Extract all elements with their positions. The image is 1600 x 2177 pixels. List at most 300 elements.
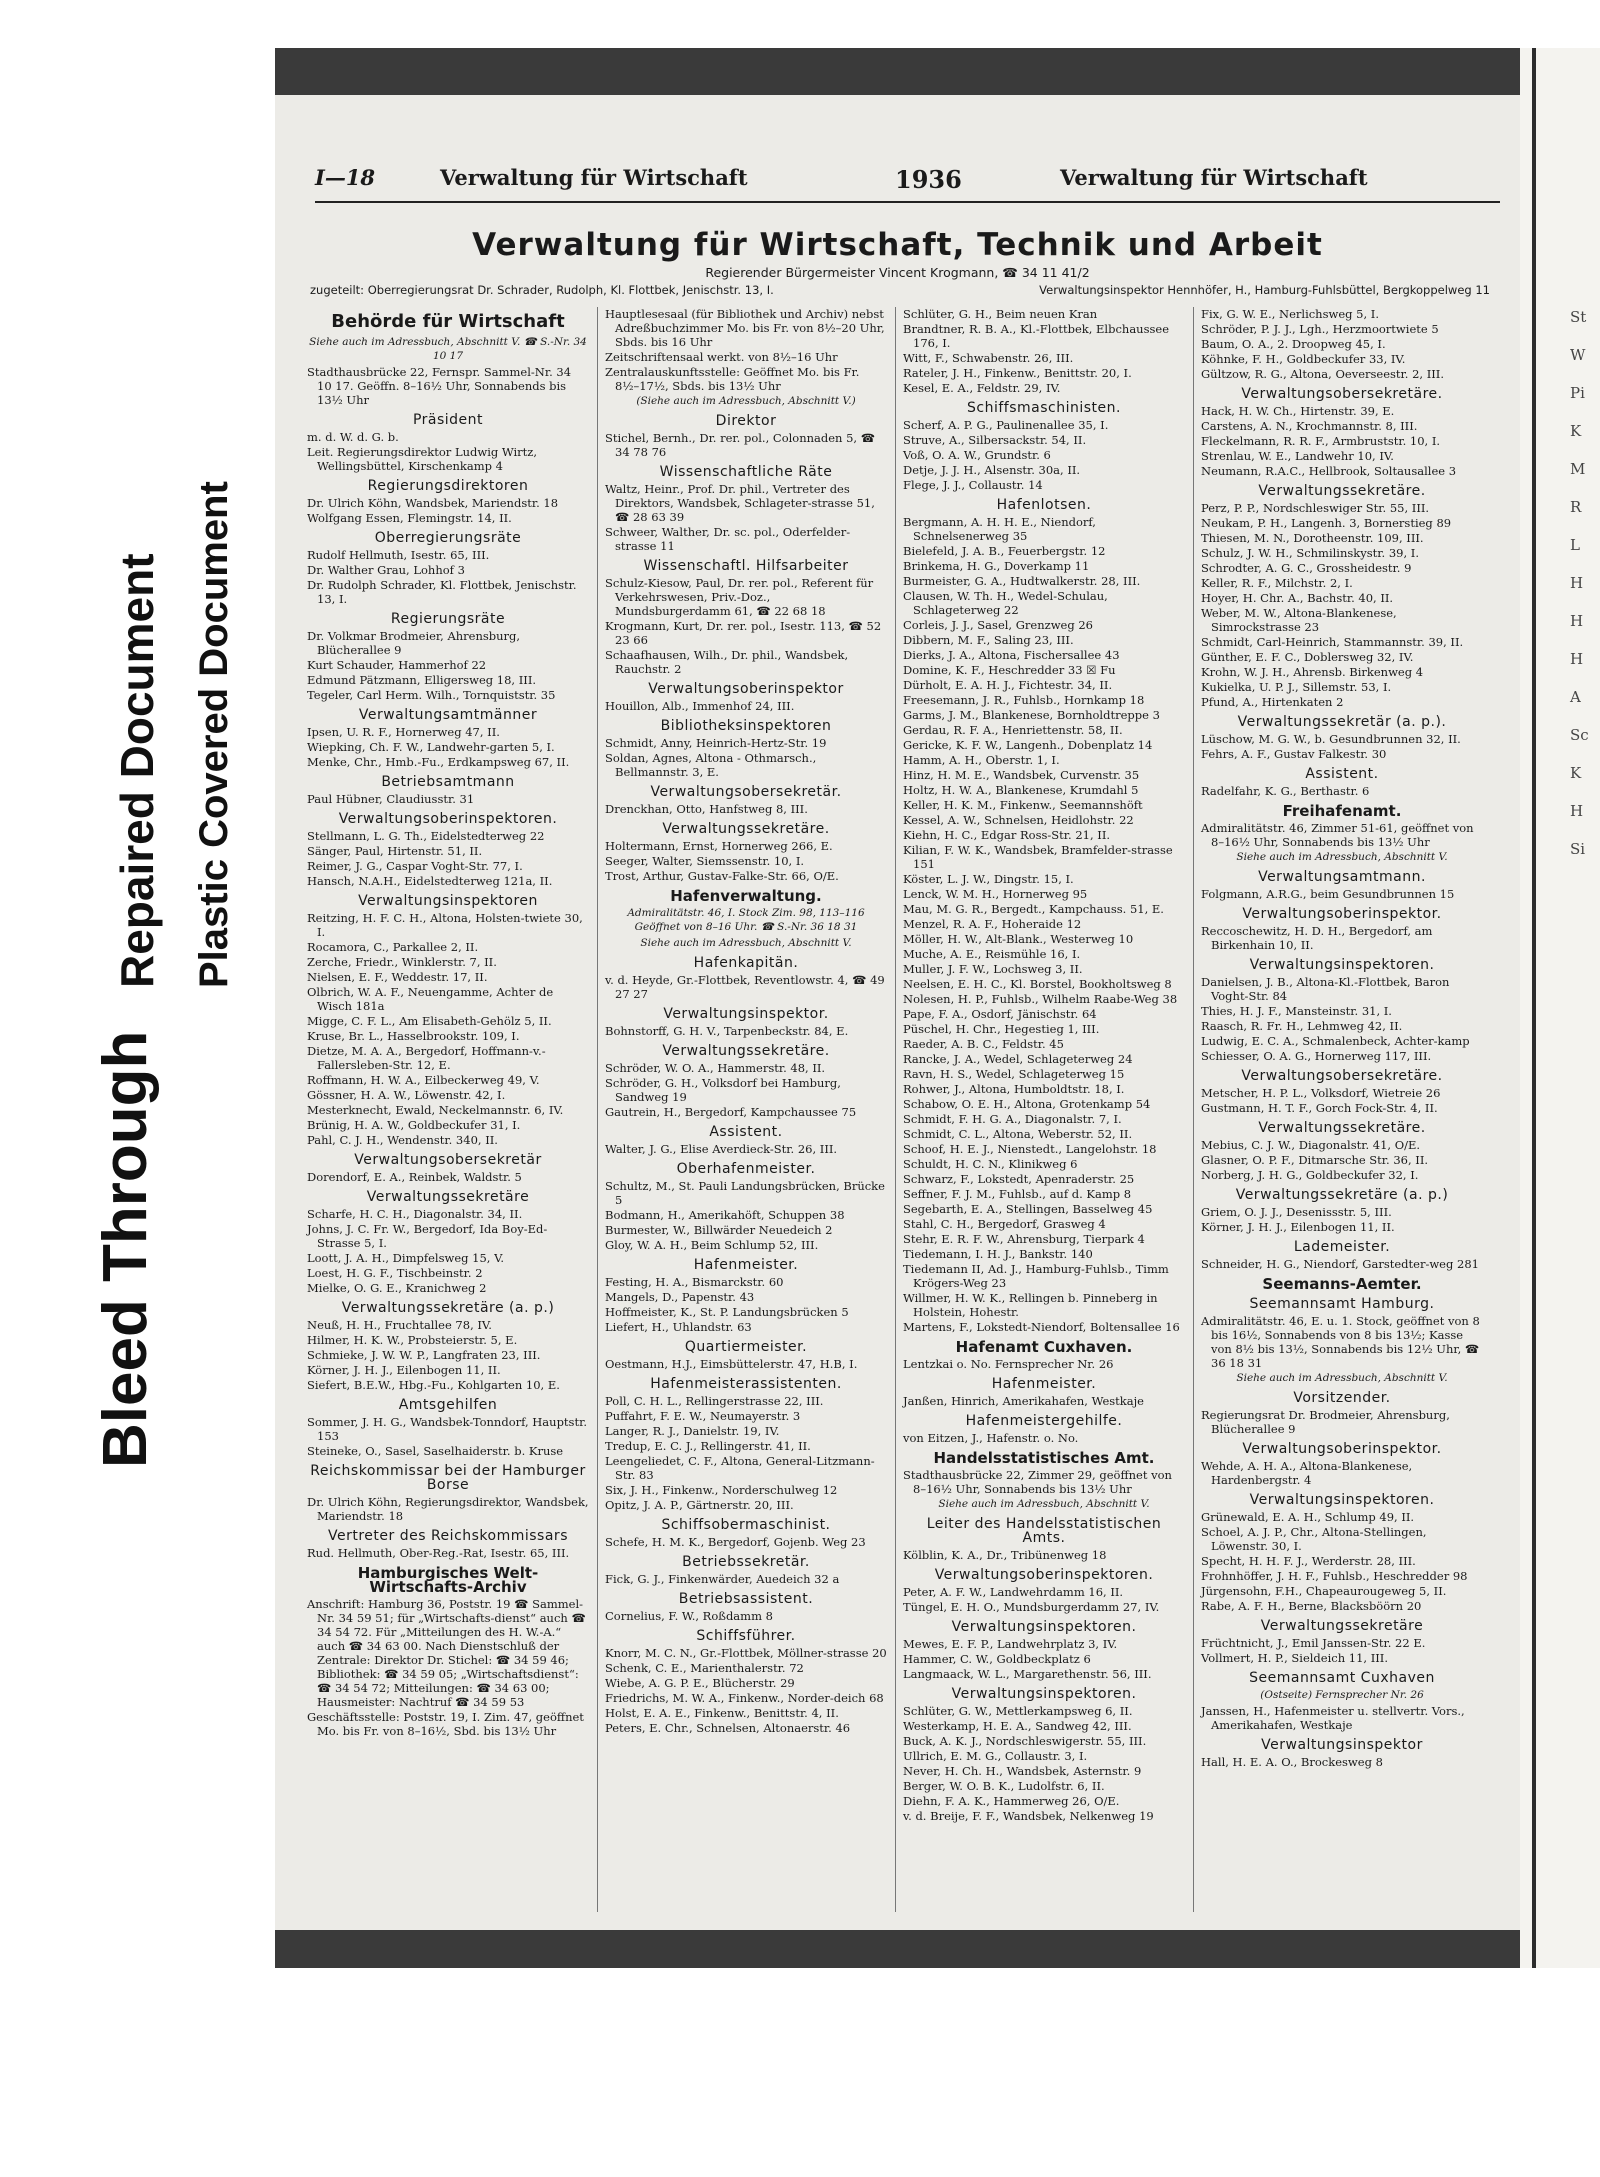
directory-entry: Bohnstorff, G. H. V., Tarpenbeckstr. 84, E. <box>605 1024 849 1038</box>
section-heading: Vorsitzender. <box>1293 1390 1391 1406</box>
directory-entry: Griem, O. J. J., Desenissstr. 5, III. <box>1201 1205 1392 1219</box>
directory-entry: Stichel, Bernh., Dr. rer. pol., Colonnaden 5, ☎ 34 78 76 <box>605 431 876 459</box>
directory-entry: Garms, J. M., Blankenese, Bornholdtreppe 3 <box>903 708 1160 722</box>
directory-entry: Vollmert, H. P., Sieldeich 11, III. <box>1201 1651 1388 1665</box>
directory-entry: Rateler, J. H., Finkenw., Benittstr. 20, I. <box>903 366 1132 380</box>
directory-entry: Leit. Regierungsdirektor Ludwig Wirtz, Wellingsbüttel, Kirschenkamp 4 <box>307 445 538 473</box>
directory-entry: Hoyer, H. Chr. A., Bachstr. 40, II. <box>1201 591 1394 605</box>
directory-entry: Zentralauskunftsstelle: Geöffnet Mo. bis Fr. 8½–17½, Sbds. bis 13½ Uhr <box>605 365 860 393</box>
stamp-plastic-covered: Plastic Covered Document <box>192 481 236 988</box>
office-heading: Hafenamt Cuxhaven. <box>955 1338 1133 1356</box>
section-heading: Verwaltungsinspektoren. <box>1249 1492 1435 1508</box>
section-heading: Schiffsobermaschinist. <box>661 1517 831 1533</box>
directory-entry: Rudolf Hellmuth, Isestr. 65, III. <box>307 548 490 562</box>
section-heading: Direktor <box>715 413 777 429</box>
directory-entry: Burmester, W., Billwärder Neuedeich 2 <box>605 1223 833 1237</box>
directory-entry: Hack, H. W. Ch., Hirtenstr. 39, E. <box>1201 404 1395 418</box>
section-heading: Verwaltungssekretäre <box>1260 1618 1424 1634</box>
neighbor-letter: H <box>1570 650 1584 668</box>
directory-entry: Grünewald, E. A. H., Schlump 49, II. <box>1201 1510 1415 1524</box>
directory-entry: Dr. Rudolph Schrader, Kl. Flottbek, Jenischstr. 13, I. <box>307 578 577 606</box>
directory-entry: Muller, J. F. W., Lochsweg 3, II. <box>903 962 1083 976</box>
directory-entry: Tüngel, E. H. O., Mundsburgerdamm 27, IV. <box>903 1600 1160 1614</box>
document-page <box>275 95 1520 1930</box>
directory-entry: Baum, O. A., 2. Droopweg 45, I. <box>1201 337 1386 351</box>
directory-entry: Stadthausbrücke 22, Fernspr. Sammel-Nr. 34 10 17. Geöffn. 8–16½ Uhr, Sonnabends bis 13½ Uhr <box>307 365 572 407</box>
directory-entry: Menzel, R. A. F., Hoheraide 12 <box>903 917 1082 931</box>
directory-entry: Mebius, C. J. W., Diagonalstr. 41, O/E. <box>1201 1138 1421 1152</box>
directory-entry: v. d. Heyde, Gr.-Flottbek, Reventlowstr. 4, ☎ 49 27 27 <box>605 973 885 1001</box>
office-heading: Handelsstatistisches Amt. <box>933 1449 1155 1467</box>
directory-entry: Bergmann, A. H. H. E., Niendorf, Schnelsenerweg 35 <box>903 515 1096 543</box>
directory-entry: Mesterknecht, Ewald, Neckelmannstr. 6, IV. <box>307 1103 564 1117</box>
directory-entry: Schultz, M., St. Pauli Landungsbrücken, Brücke 5 <box>605 1179 885 1207</box>
directory-entry: Kessel, A. W., Schnelsen, Heidlohstr. 22 <box>903 813 1134 827</box>
directory-entry: Siefert, B.E.W., Hbg.-Fu., Kohlgarten 10, E. <box>307 1378 560 1392</box>
column-4 <box>1201 307 1483 1770</box>
section-heading: Reichskommissar bei der Hamburger Borse <box>310 1463 586 1493</box>
directory-entry: Günther, E. F. C., Doblersweg 32, IV. <box>1201 650 1414 664</box>
section-heading: Hafenmeisterassistenten. <box>650 1376 842 1392</box>
directory-entry: Mielke, O. G. E., Kranichweg 2 <box>307 1281 487 1295</box>
section-heading: Regierungsräte <box>390 611 506 627</box>
office-note: Admiralitätstr. 46, I. Stock Zim. 98, 113–116 Geöffnet von 8–16 Uhr. ☎ S.-Nr. 36 18 31 <box>627 907 865 933</box>
directory-entry: Struve, A., Silbersackstr. 54, II. <box>903 433 1087 447</box>
directory-entry: Flege, J. J., Collaustr. 14 <box>903 478 1043 492</box>
directory-entry: Schweer, Walther, Dr. sc. pol., Oderfelder-strasse 11 <box>605 525 851 553</box>
directory-entry: Schlüter, G. H., Beim neuen Kran <box>903 307 1098 321</box>
directory-entry: Seeger, Walter, Siemssenstr. 10, I. <box>605 854 805 868</box>
directory-entry: Burmeister, G. A., Hudtwalkerstr. 28, III. <box>903 574 1141 588</box>
directory-entry: Schröder, P. J. J., Lgh., Herzmoortwiete 5 <box>1201 322 1439 336</box>
directory-entry: Geschäftsstelle: Poststr. 19, I. Zim. 47, geöffnet Mo. bis Fr. von 8–16½, Sbd. bis 13½ Uhr <box>307 1710 584 1738</box>
section-heading: Schiffsmaschinisten. <box>967 400 1121 416</box>
running-head-left: Verwaltung für Wirtschaft <box>440 165 748 190</box>
directory-entry: Tredup, E. C. J., Rellingerstr. 41, II. <box>605 1439 811 1453</box>
directory-entry: Rocamora, C., Parkallee 2, II. <box>307 940 479 954</box>
directory-entry: Köster, L. J. W., Dingstr. 15, I. <box>903 872 1074 886</box>
directory-entry: Menke, Chr., Hmb.-Fu., Erdkampsweg 67, II. <box>307 755 570 769</box>
page-title: Verwaltung für Wirtschaft, Technik und Arbeit <box>472 227 1323 263</box>
directory-entry: Peter, A. F. W., Landwehrdamm 16, II. <box>903 1585 1124 1599</box>
neighbor-letter: H <box>1570 612 1584 630</box>
directory-entry: Gerdau, R. F. A., Henriettenstr. 58, II. <box>903 723 1123 737</box>
directory-entry: Kruse, Br. L., Hasselbrookstr. 109, I. <box>307 1029 520 1043</box>
directory-entry: Kilian, F. W. K., Wandsbek, Bramfelder-strasse 151 <box>903 843 1173 871</box>
section-heading: Assistent. <box>1305 766 1379 782</box>
directory-entry: Frohnhöffer, J. H. F., Fuhlsb., Heschredder 98 <box>1201 1569 1468 1583</box>
section-heading: Schiffsführer. <box>696 1628 796 1644</box>
section-heading: Verwaltungsinspektoren. <box>951 1619 1137 1635</box>
directory-entry: Wiebe, A. G. P. E., Blücherstr. 29 <box>605 1676 795 1690</box>
directory-entry: Tiedemann II, Ad. J., Hamburg-Fuhlsb., Timm Krögers-Weg 23 <box>903 1262 1169 1290</box>
directory-entry: Kurt Schauder, Hammerhof 22 <box>307 658 487 672</box>
section-heading: Seemannsamt Hamburg. <box>1249 1296 1435 1312</box>
directory-entry: Schmidt, C. L., Altona, Weberstr. 52, II. <box>903 1127 1133 1141</box>
running-head <box>315 165 1500 197</box>
section-heading: Amtsgehilfen <box>398 1397 498 1413</box>
directory-entry: Six, J. H., Finkenw., Norderschulweg 12 <box>605 1483 838 1497</box>
directory-entry: Krohn, W. J. H., Ahrensb. Birkenweg 4 <box>1201 665 1424 679</box>
directory-entry: Westerkamp, H. E. A., Sandweg 42, III. <box>903 1719 1132 1733</box>
column-1 <box>307 307 589 1739</box>
directory-entry: Walter, J. G., Elise Averdieck-Str. 26, III. <box>605 1142 838 1156</box>
directory-entry: Reitzing, H. F. C. H., Altona, Holsten-twiete 30, I. <box>307 911 583 939</box>
directory-entry: Schlüter, G. W., Mettlerkampsweg 6, II. <box>903 1704 1133 1718</box>
directory-entry: Rud. Hellmuth, Ober-Reg.-Rat, Isestr. 65, III. <box>307 1546 570 1560</box>
column-2 <box>605 307 887 1736</box>
directory-entry: Krogmann, Kurt, Dr. rer. pol., Isestr. 113, ☎ 52 23 66 <box>605 619 882 647</box>
directory-entry: Keller, R. F., Milchstr. 2, I. <box>1201 576 1353 590</box>
directory-entry: Dierks, J. A., Altona, Fischersallee 43 <box>903 648 1120 662</box>
directory-entry: Hauptlesesaal (für Bibliothek und Archiv) nebst Adreßbuchzimmer Mo. bis Fr. von 8½–20 Uhr, Sbds. bis 16 Uhr <box>605 307 885 349</box>
directory-entry: Diehn, F. A. K., Hammerweg 26, O/E. <box>903 1794 1120 1808</box>
directory-entry: Trost, Arthur, Gustav-Falke-Str. 66, O/E. <box>605 869 839 883</box>
directory-entry: Buck, A. K. J., Nordschleswigerstr. 55, III. <box>903 1734 1147 1748</box>
directory-entry: Holtz, H. W. A., Blankenese, Krumdahl 5 <box>903 783 1139 797</box>
directory-entry: Dietze, M. A. A., Bergedorf, Hoffmann-v.-Fallersleben-Str. 12, E. <box>307 1044 546 1072</box>
directory-entry: Reimer, J. G., Caspar Voght-Str. 77, I. <box>307 859 523 873</box>
neighbor-page-edge <box>1520 48 1600 1968</box>
section-heading: Verwaltungssekretär (a. p.). <box>1237 714 1447 730</box>
directory-entry: Loest, H. G. F., Tischbeinstr. 2 <box>307 1266 483 1280</box>
section-heading: Verwaltungssekretäre <box>366 1189 530 1205</box>
directory-entry: Neuß, H. H., Fruchtallee 78, IV. <box>307 1318 492 1332</box>
directory-entry: Mangels, D., Papenstr. 43 <box>605 1290 755 1304</box>
directory-entry: Dürholt, E. A. H. J., Fichtestr. 34, II. <box>903 678 1113 692</box>
directory-entry: Dr. Ulrich Köhn, Wandsbek, Mariendstr. 18 <box>307 496 559 510</box>
office-heading: Hafenverwaltung. <box>670 887 822 905</box>
directory-entry: Freesemann, J. R., Fuhlsb., Hornkamp 18 <box>903 693 1145 707</box>
directory-entry: Regierungsrat Dr. Brodmeier, Ahrensburg, Blücherallee 9 <box>1201 1408 1450 1436</box>
directory-entry: Fix, G. W. E., Nerlichsweg 5, I. <box>1201 307 1379 321</box>
neighbor-letter: Pi <box>1570 384 1585 402</box>
directory-entry: Schulz, J. W. H., Schmilinskystr. 39, I. <box>1201 546 1419 560</box>
directory-entry: Schoof, H. E. J., Nienstedt., Langelohstr. 18 <box>903 1142 1157 1156</box>
directory-entry: Schaafhausen, Wilh., Dr. phil., Wandsbek, Rauchstr. 2 <box>605 648 849 676</box>
directory-entry: Specht, H. H. F. J., Werderstr. 28, III. <box>1201 1554 1416 1568</box>
section-heading: Verwaltungsobersekretär. <box>650 784 842 800</box>
directory-entry: Raeder, A. B. C., Feldstr. 45 <box>903 1037 1064 1051</box>
directory-entry: m. d. W. d. G. b. <box>307 430 399 444</box>
column-3 <box>903 307 1185 1824</box>
directory-entry: Schefe, H. M. K., Bergedorf, Gojenb. Weg 23 <box>605 1535 866 1549</box>
directory-entry: Körner, J. H. J., Eilenbogen 11, II. <box>1201 1220 1395 1234</box>
directory-entry: Schmidt, Carl-Heinrich, Stammannstr. 39, II. <box>1201 635 1464 649</box>
section-heading: Verwaltungsamtmänner <box>358 707 538 723</box>
section-heading: Verwaltungssekretäre. <box>662 1043 830 1059</box>
directory-entry: Scharfe, H. C. H., Diagonalstr. 34, II. <box>307 1207 523 1221</box>
section-heading: Verwaltungsobersekretäre. <box>1241 386 1443 402</box>
directory-entry: Segebarth, E. A., Stellingen, Basselweg 45 <box>903 1202 1153 1216</box>
section-heading: Regierungsdirektoren <box>367 478 529 494</box>
directory-entry: Peters, E. Chr., Schnelsen, Altonaerstr. 46 <box>605 1721 851 1735</box>
neighbor-letter: St <box>1570 308 1587 326</box>
directory-entry: Witt, F., Schwabenstr. 26, III. <box>903 351 1074 365</box>
directory-entry: Radelfahr, K. G., Berthastr. 6 <box>1201 784 1370 798</box>
directory-entry: Wiepking, Ch. F. W., Landwehr-garten 5, I. <box>307 740 555 754</box>
directory-entry: Schenk, C. E., Marienthalerstr. 72 <box>605 1661 804 1675</box>
directory-entry: Festing, H. A., Bismarckstr. 60 <box>605 1275 784 1289</box>
directory-entry: Brinkema, H. G., Doverkamp 11 <box>903 559 1090 573</box>
directory-entry: Gericke, K. F. W., Langenh., Dobenplatz 14 <box>903 738 1153 752</box>
directory-entry: v. d. Breije, F. F., Wandsbek, Nelkenweg 19 <box>903 1809 1154 1823</box>
directory-entry: Thiesen, M. N., Dorotheenstr. 109, III. <box>1201 531 1424 545</box>
directory-entry: Rancke, J. A., Wedel, Schlageterweg 24 <box>903 1052 1133 1066</box>
directory-entry: Lüschow, M. G. W., b. Gesundbrunnen 32, II. <box>1201 732 1461 746</box>
directory-entry: Dibbern, M. F., Saling 23, III. <box>903 633 1074 647</box>
directory-entry: Nolesen, H. P., Fuhlsb., Wilhelm Raabe-Weg 38 <box>903 992 1178 1006</box>
column-divider <box>597 307 598 1912</box>
stamp-repaired-document: Repaired Document <box>111 553 163 988</box>
directory-entry: Hall, H. E. A. O., Brockesweg 8 <box>1201 1755 1383 1769</box>
directory-entry: Bodmann, H., Amerikahöft, Schuppen 38 <box>605 1208 845 1222</box>
directory-entry: Muche, A. E., Reismühle 16, I. <box>903 947 1081 961</box>
directory-entry: Neelsen, E. H. C., Kl. Borstel, Bookholtsweg 8 <box>903 977 1172 991</box>
directory-entry: Olbrich, W. A. F., Neuengamme, Achter de Wisch 181a <box>307 985 554 1013</box>
directory-entry: Gustmann, H. T. F., Gorch Fock-Str. 4, II. <box>1201 1101 1438 1115</box>
directory-entry: Hinz, H. M. E., Wandsbek, Curvenstr. 35 <box>903 768 1140 782</box>
directory-entry: Waltz, Heinr., Prof. Dr. phil., Vertreter des Direktors, Wandsbek, Schlageter-strasse 51, ☎ 28 63 39 <box>605 482 875 524</box>
directory-entry: Schmidt, F. H. G. A., Diagonalstr. 7, I. <box>903 1112 1122 1126</box>
directory-entry: Möller, H. W., Alt-Blank., Westerweg 10 <box>903 932 1134 946</box>
section-heading: Verwaltungsoberinspektor. <box>1242 906 1442 922</box>
neighbor-letter: R <box>1570 498 1582 516</box>
directory-entry: Ullrich, E. M. G., Collaustr. 3, I. <box>903 1749 1088 1763</box>
neighbor-letter: K <box>1570 764 1582 782</box>
neighbor-letter: Si <box>1570 840 1586 858</box>
directory-entry: Puffahrt, F. E. W., Neumayerstr. 3 <box>605 1409 801 1423</box>
section-heading: Verwaltungsoberinspektor. <box>1242 1441 1442 1457</box>
section-heading: Quartiermeister. <box>684 1339 808 1355</box>
directory-entry: Jürgensohn, F.H., Chapeaurougeweg 5, II. <box>1201 1584 1447 1598</box>
directory-entry: Janssen, H., Hafenmeister u. stellvertr. Vors., Amerikahafen, Westkaje <box>1201 1704 1465 1732</box>
office-note: Siehe auch im Adressbuch, Abschnitt V. <box>1236 1372 1448 1384</box>
directory-entry: Stehr, E. R. F. W., Ahrensburg, Tierpark 4 <box>903 1232 1145 1246</box>
page-edge-shadow <box>1532 48 1536 1968</box>
section-heading: Wissenschaftl. Hilfsarbeiter <box>643 558 849 574</box>
directory-entry: Seffner, F. J. M., Fuhlsb., auf d. Kamp 8 <box>903 1187 1132 1201</box>
directory-entry: Soldan, Agnes, Altona - Othmarsch., Bellmannstr. 3, E. <box>605 751 817 779</box>
directory-entry: Brünig, H. A. W., Goldbeckufer 31, I. <box>307 1118 521 1132</box>
section-heading: Verwaltungsinspektoren. <box>951 1686 1137 1702</box>
neighbor-letter: H <box>1570 574 1584 592</box>
directory-entry: Neukam, P. H., Langenh. 3, Bornerstieg 89 <box>1201 516 1452 530</box>
directory-entry: Glasner, O. P. F., Ditmarsche Str. 36, II. <box>1201 1153 1429 1167</box>
directory-entry: Körner, J. H. J., Eilenbogen 11, II. <box>307 1363 501 1377</box>
office-heading: Seemanns-Aemter. <box>1262 1275 1422 1293</box>
section-heading: Hafenmeister. <box>693 1257 799 1273</box>
directory-entry: Roffmann, H. W. A., Eilbeckerweg 49, V. <box>307 1073 540 1087</box>
directory-entry: Opitz, J. A. P., Gärtnerstr. 20, III. <box>605 1498 794 1512</box>
section-heading: Verwaltungsinspektoren. <box>1249 957 1435 973</box>
directory-entry: Janßen, Hinrich, Amerikahafen, Westkaje <box>903 1394 1144 1408</box>
directory-entry: Rabe, A. F. H., Berne, Blacksböörn 20 <box>1201 1599 1422 1613</box>
assigned-right: Verwaltungsinspektor Hennhöfer, H., Hamburg-Fuhlsbüttel, Bergkoppelweg 11 <box>1039 283 1490 297</box>
directory-entry: Fehrs, A. F., Gustav Falkestr. 30 <box>1201 747 1387 761</box>
section-heading: Betriebsassistent. <box>678 1591 814 1607</box>
directory-entry: Rohwer, J., Altona, Humboldtstr. 18, I. <box>903 1082 1125 1096</box>
directory-entry: Schneider, H. G., Niendorf, Garstedter-weg 281 <box>1201 1257 1479 1271</box>
directory-entry: Domine, K. F., Heschredder 33 ☒ Fu <box>903 663 1116 677</box>
section-heading: Verwaltungssekretäre (a. p.) <box>1235 1187 1449 1203</box>
directory-entry: Wolfgang Essen, Flemingstr. 14, II. <box>307 511 512 525</box>
directory-entry: Edmund Pätzmann, Elligersweg 18, III. <box>307 673 537 687</box>
directory-entry: Perz, P. P., Nordschleswiger Str. 55, III. <box>1201 501 1430 515</box>
directory-entry: Hammer, C. W., Goldbeckplatz 6 <box>903 1652 1091 1666</box>
directory-entry: Reccoschewitz, H. D. H., Bergedorf, am Birkenhain 10, II. <box>1201 924 1433 952</box>
directory-entry: Dr. Ulrich Köhn, Regierungsdirektor, Wandsbek, Mariendstr. 18 <box>307 1495 589 1523</box>
directory-entry: Lenck, W. M. H., Hornerweg 95 <box>903 887 1088 901</box>
directory-entry: Mau, M. G. R., Bergedt., Kampchauss. 51, E. <box>903 902 1164 916</box>
section-heading: Bibliotheksinspektoren <box>660 718 832 734</box>
directory-entry: Carstens, A. N., Krochmannstr. 8, III. <box>1201 419 1418 433</box>
directory-entry: Danielsen, J. B., Altona-Kl.-Flottbek, Baron Voght-Str. 84 <box>1201 975 1450 1003</box>
directory-entry: Admiralitätstr. 46, E. u. 1. Stock, geöffnet von 8 bis 16½, Sonnabends von 8 bis 13½; Kasse von 8½ bis 13½, Sonnabends bis 12½ Uhr, ☎ 36 18 31 <box>1201 1314 1480 1370</box>
directory-entry: Tiedemann, I. H. J., Bankstr. 140 <box>903 1247 1093 1261</box>
directory-entry: Köhnke, F. H., Goldbeckufer 33, IV. <box>1201 352 1406 366</box>
directory-entry: Poll, C. H. L., Rellingerstrasse 22, III. <box>605 1394 824 1408</box>
directory-entry: Mewes, E. F. P., Landwehrplatz 3, IV. <box>903 1637 1118 1651</box>
directory-entry: Schwarz, F., Lokstedt, Apenraderstr. 25 <box>903 1172 1135 1186</box>
section-heading: Assistent. <box>709 1124 783 1140</box>
directory-entry: Ravn, H. S., Wedel, Schlageterweg 15 <box>903 1067 1125 1081</box>
neighbor-letter: L <box>1570 536 1580 554</box>
directory-entry: Never, H. Ch. H., Wandsbek, Asternstr. 9 <box>903 1764 1142 1778</box>
directory-entry: Schmidt, Anny, Heinrich-Hertz-Str. 19 <box>605 736 827 750</box>
directory-entry: Fick, G. J., Finkenwärder, Auedeich 32 a <box>605 1572 840 1586</box>
directory-entry: Früchtnicht, J., Emil Janssen-Str. 22 E. <box>1201 1636 1426 1650</box>
directory-entry: Langer, R. J., Danielstr. 19, IV. <box>605 1424 780 1438</box>
directory-entry: Hilmer, H. K. W., Probsteierstr. 5, E. <box>307 1333 518 1347</box>
directory-entry: Holst, E. A. E., Finkenw., Benittstr. 4, II. <box>605 1706 839 1720</box>
directory-entry: Stadthausbrücke 22, Zimmer 29, geöffnet von 8–16½ Uhr, Sonnabends bis 13½ Uhr <box>903 1468 1172 1496</box>
directory-entry: Püschel, H. Chr., Hegestieg 1, III. <box>903 1022 1100 1036</box>
directory-entry: Houillon, Alb., Immenhof 24, III. <box>605 699 795 713</box>
section-heading: Verwaltungssekretäre. <box>1258 483 1426 499</box>
directory-entry: Norberg, J. H. G., Goldbeckufer 32, I. <box>1201 1168 1419 1182</box>
neighbor-letter: W <box>1570 346 1586 364</box>
directory-entry: Pahl, C. J. H., Wendenstr. 340, II. <box>307 1133 498 1147</box>
section-heading: Vertreter des Reichskommissars <box>328 1528 568 1544</box>
section-heading: Hafenkapitän. <box>693 955 799 971</box>
directory-entry: Admiralitätstr. 46, Zimmer 51-61, geöffnet von 8–16½ Uhr, Sonnabends bis 13½ Uhr <box>1201 821 1474 849</box>
directory-entry: Johns, J. C. Fr. W., Bergedorf, Ida Boy-Ed-Strasse 5, I. <box>307 1222 548 1250</box>
neighbor-page-letters <box>1570 298 1589 868</box>
directory-entry: Strenlau, W. E., Landwehr 10, IV. <box>1201 449 1394 463</box>
section-heading: Hafenmeistergehilfe. <box>965 1413 1123 1429</box>
directory-entry: Sommer, J. H. G., Wandsbek-Tonndorf, Hauptstr. 153 <box>307 1415 587 1443</box>
directory-entry: Zerche, Friedr., Winklerstr. 7, II. <box>307 955 497 969</box>
office-note: Siehe auch im Adressbuch, Abschnitt V. <box>640 937 852 949</box>
directory-entry: Kiehn, H. C., Edgar Ross-Str. 21, II. <box>903 828 1111 842</box>
archive-label-strip <box>0 48 275 1968</box>
directory-entry: Liefert, H., Uhlandstr. 63 <box>605 1320 752 1334</box>
directory-entry: Tegeler, Carl Herm. Wilh., Tornquiststr. 35 <box>307 688 556 702</box>
directory-entry: Oestmann, H.J., Eimsbüttelerstr. 47, H.B, I. <box>605 1357 858 1371</box>
directory-entry: Sänger, Paul, Hirtenstr. 51, II. <box>307 844 483 858</box>
directory-entry: Detje, J. J. H., Alsenstr. 30a, II. <box>903 463 1081 477</box>
office-heading: Hamburgisches Welt-Wirtschafts-Archiv <box>357 1564 539 1596</box>
section-heading: Lademeister. <box>1293 1239 1391 1255</box>
section-heading: Verwaltungsinspektor <box>1261 1737 1423 1753</box>
directory-entry: Dr. Volkmar Brodmeier, Ahrensburg, Blücherallee 9 <box>307 629 521 657</box>
directory-entry: Brandtner, R. B. A., Kl.-Flottbek, Elbchaussee 176, I. <box>903 322 1169 350</box>
section-heading: Oberregierungsräte <box>374 530 522 546</box>
section-heading: Verwaltungsobersekretär <box>354 1152 542 1168</box>
page-number: I—18 <box>315 165 376 190</box>
directory-entry: Schabow, O. E. H., Altona, Grotenkamp 54 <box>903 1097 1151 1111</box>
directory-entry: Kölblin, K. A., Dr., Tribünenweg 18 <box>903 1548 1107 1562</box>
section-heading: Verwaltungsoberinspektoren. <box>338 811 558 827</box>
section-heading: Verwaltungsinspektor. <box>663 1006 829 1022</box>
directory-entry: Corleis, J. J., Sasel, Grenzweg 26 <box>903 618 1093 632</box>
section-heading: Präsident <box>412 412 484 428</box>
section-heading: Verwaltungsinspektoren <box>358 893 538 909</box>
office-note: (Siehe auch im Adressbuch, Abschnitt V.) <box>636 395 856 407</box>
directory-entry: Kukielka, U. P. J., Sillemstr. 53, I. <box>1201 680 1392 694</box>
directory-entry: Clausen, W. Th. H., Wedel-Schulau, Schlageterweg 22 <box>903 589 1108 617</box>
directory-entry: Scherf, A. P. G., Paulinenallee 35, I. <box>903 418 1109 432</box>
section-heading: Leiter des Handelsstatistischen Amts. <box>926 1516 1162 1546</box>
directory-entry: Wehde, A. H. A., Altona-Blankenese, Hardenbergstr. 4 <box>1201 1459 1413 1487</box>
directory-entry: Cornelius, F. W., Roßdamm 8 <box>605 1609 773 1623</box>
directory-entry: Friedrichs, M. W. A., Finkenw., Norder-deich 68 <box>605 1691 884 1705</box>
directory-entry: Willmer, H. W. K., Rellingen b. Pinneberg in Holstein, Hohestr. <box>903 1291 1158 1319</box>
section-heading: Hafenlotsen. <box>996 497 1092 513</box>
directory-entry: Schoel, A. J. P., Chr., Altona-Stellingen, Löwenstr. 30, I. <box>1201 1525 1427 1553</box>
directory-entry: Schrodter, A. G. C., Grossheidestr. 9 <box>1201 561 1412 575</box>
section-heading: Verwaltungsobersekretäre. <box>1241 1068 1443 1084</box>
directory-entry: Neumann, R.A.C., Hellbrook, Soltausallee 3 <box>1201 464 1457 478</box>
directory-entry: Ipsen, U. R. F., Hornerweg 47, II. <box>307 725 500 739</box>
neighbor-letter: K <box>1570 422 1582 440</box>
directory-entry: Anschrift: Hamburg 36, Poststr. 19 ☎ Sammel-Nr. 34 59 51; für „Wirtschafts-dienst“ auch ☎ 34 54 72. Für „Mitteilungen des H. W.-A.“ auch ☎ 34 63 00. Nach Dienstschluß der Zentrale: Direktor Dr. Stichel: ☎ 34 59 46; Bibliothek: ☎ 34 59 05; „Wirtschaftsdienst“: ☎ 34 54 72; Mitteilungen: ☎ 34 63 00; Hausmeister: Nachtruf ☎ 34 59 53 <box>307 1597 586 1709</box>
directory-entry: Hansch, N.A.H., Eidelstedterweg 121a, II. <box>307 874 553 888</box>
directory-entry: Schmieke, J. W. W. P., Langfraten 23, III. <box>307 1348 541 1362</box>
directory-entry: Gültzow, R. G., Altona, Oeverseestr. 2, III. <box>1201 367 1445 381</box>
directory-entry: Nielsen, E. F., Weddestr. 17, II. <box>307 970 488 984</box>
directory-entry: Knorr, M. C. N., Gr.-Flottbek, Möllner-strasse 20 <box>605 1646 887 1660</box>
directory-entry: Martens, F., Lokstedt-Niendorf, Boltensallee 16 <box>903 1320 1180 1334</box>
directory-entry: Steineke, O., Sasel, Saselhaiderstr. b. Kruse <box>307 1444 564 1458</box>
directory-entry: Loott, J. A. H., Dimpfelsweg 15, V. <box>307 1251 505 1265</box>
directory-entry: Leengeliedet, C. F., Altona, General-Litzmann-Str. 83 <box>605 1454 875 1482</box>
directory-entry: Gloy, W. A. H., Beim Schlump 52, III. <box>605 1238 819 1252</box>
neighbor-letter: M <box>1570 460 1586 478</box>
running-head-right: Verwaltung für Wirtschaft <box>1060 165 1368 190</box>
directory-entry: Raasch, R. Fr. H., Lehmweg 42, II. <box>1201 1019 1403 1033</box>
directory-entry: Stahl, C. H., Bergedorf, Grasweg 4 <box>903 1217 1106 1231</box>
directory-entry: Zeitschriftensaal werkt. von 8½–16 Uhr <box>605 350 838 364</box>
office-heading: Freihafenamt. <box>1282 802 1402 820</box>
page-subtitle: Regierender Bürgermeister Vincent Krogmann, ☎ 34 11 41/2 <box>705 265 1090 280</box>
section-heading: Verwaltungsoberinspektor <box>648 681 844 697</box>
section-heading: Wissenschaftliche Räte <box>659 464 833 480</box>
directory-entry: Dorendorf, E. A., Reinbek, Waldstr. 5 <box>307 1170 522 1184</box>
directory-entry: Folgmann, A.R.G., beim Gesundbrunnen 15 <box>1201 887 1455 901</box>
column-divider <box>1193 307 1194 1912</box>
assigned-staff-line <box>310 283 1490 297</box>
directory-entry: Drenckhan, Otto, Hanfstweg 8, III. <box>605 802 808 816</box>
section-heading: Verwaltungssekretäre. <box>1258 1120 1426 1136</box>
office-note: Siehe auch im Adressbuch, Abschnitt V. ☎ S.-Nr. 34 10 17 <box>309 336 587 362</box>
directory-entry: Schuldt, H. C. N., Klinikweg 6 <box>903 1157 1078 1171</box>
directory-entry: Paul Hübner, Claudiusstr. 31 <box>307 792 475 806</box>
running-head-year: 1936 <box>895 165 962 194</box>
directory-entry: Schröder, W. O. A., Hammerstr. 48, II. <box>605 1061 826 1075</box>
office-note: Siehe auch im Adressbuch, Abschnitt V. <box>1236 851 1448 863</box>
